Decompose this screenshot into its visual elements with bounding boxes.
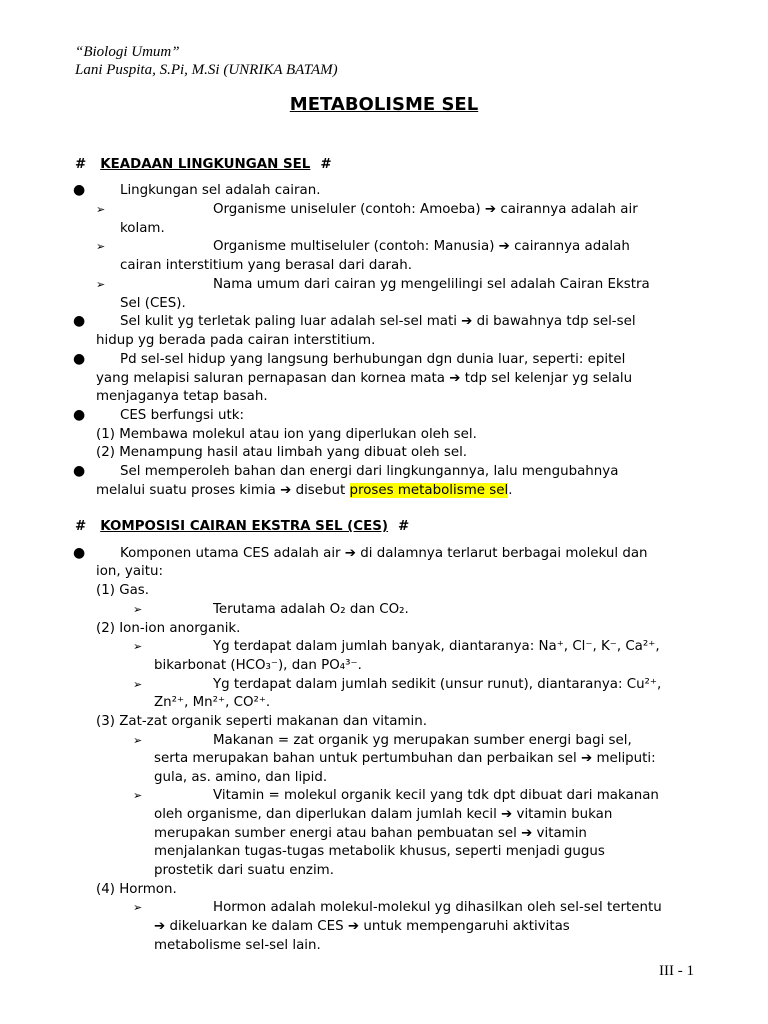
- paragraph: Terutama adalah O₂ dan CO₂.: [213, 602, 409, 617]
- paragraph: ➔ dikeluarkan ke dalam CES ➔ untuk mempengaruhi aktivitas: [154, 919, 570, 934]
- numbered-item: (4) Hormon.: [96, 882, 177, 897]
- arrowhead-bullet-icon: ➢: [96, 240, 106, 253]
- text-run: .: [508, 483, 513, 498]
- bullet-icon: ●: [73, 182, 86, 198]
- section-title: KOMPOSISI CAIRAN EKSTRA SEL (CES): [100, 519, 389, 534]
- numbered-item: (2) Ion-ion anorganik.: [96, 621, 241, 636]
- paragraph: Makanan = zat organik yg merupakan sumber energi bagi sel,: [213, 733, 632, 748]
- numbered-item: (2) Menampung hasil atau limbah yang dibuat oleh sel.: [96, 445, 468, 460]
- paragraph: Organisme uniseluler (contoh: Amoeba) ➔ cairannya adalah air: [213, 202, 638, 217]
- paragraph: merupakan sumber energi atau bahan pembuatan sel ➔ vitamin: [154, 826, 587, 841]
- paragraph: cairan interstitium yang berasal dari darah.: [120, 258, 412, 273]
- paragraph: [96, 482, 512, 501]
- paragraph: Pd sel-sel hidup yang langsung berhubungan dgn dunia luar, seperti: epitel: [120, 352, 626, 367]
- arrowhead-bullet-icon: ➢: [133, 640, 143, 653]
- paragraph: yang melapisi saluran pernapasan dan kornea mata ➔ tdp sel kelenjar yg selalu: [96, 371, 633, 386]
- arrowhead-bullet-icon: ➢: [96, 278, 106, 291]
- arrowhead-bullet-icon: ➢: [133, 734, 143, 747]
- numbered-item: (3) Zat-zat organik seperti makanan dan vitamin.: [96, 714, 427, 729]
- section-heading-environment: [75, 157, 332, 172]
- course-title: “Biologi Umum”: [75, 44, 180, 60]
- paragraph: menjalankan tugas-tugas metabolik khusus, seperti menjadi gugus: [154, 844, 605, 859]
- numbered-item: (1) Gas.: [96, 583, 150, 598]
- paragraph: CES berfungsi utk:: [120, 408, 244, 423]
- highlighted-term: proses metabolisme sel: [349, 483, 509, 498]
- author-line: Lani Puspita, S.Pi, M.Si (UNRIKA BATAM): [75, 62, 338, 78]
- page-number: III - 1: [659, 963, 694, 979]
- paragraph: bikarbonat (HCO₃⁻), dan PO₄³⁻.: [154, 658, 362, 673]
- hash-mark: #: [320, 157, 332, 172]
- arrowhead-bullet-icon: ➢: [133, 603, 143, 616]
- paragraph: gula, as. amino, dan lipid.: [154, 770, 328, 785]
- arrowhead-bullet-icon: ➢: [96, 203, 106, 216]
- paragraph: serta merupakan bahan untuk pertumbuhan dan perbaikan sel ➔ meliputi:: [154, 751, 656, 766]
- paragraph: Yg terdapat dalam jumlah banyak, diantaranya: Na⁺, Cl⁻, K⁻, Ca²⁺,: [213, 639, 660, 654]
- paragraph: Sel kulit yg terletak paling luar adalah sel-sel mati ➔ di bawahnya tdp sel-sel: [120, 314, 636, 329]
- paragraph: Nama umum dari cairan yg mengelilingi sel adalah Cairan Ekstra: [213, 277, 650, 292]
- bullet-icon: ●: [73, 313, 86, 329]
- paragraph: Sel memperoleh bahan dan energi dari lingkungannya, lalu mengubahnya: [120, 464, 619, 479]
- paragraph: oleh organisme, dan diperlukan dalam jumlah kecil ➔ vitamin bukan: [154, 807, 613, 822]
- paragraph: menjaganya tetap basah.: [96, 389, 268, 404]
- arrowhead-bullet-icon: ➢: [133, 901, 143, 914]
- paragraph: metabolisme sel-sel lain.: [154, 938, 321, 953]
- paragraph: Zn²⁺, Mn²⁺, CO²⁺.: [154, 695, 271, 710]
- arrowhead-bullet-icon: ➢: [133, 789, 143, 802]
- bullet-icon: ●: [73, 407, 86, 423]
- hash-mark: #: [75, 519, 87, 534]
- page-title: METABOLISME SEL: [289, 94, 479, 115]
- section-heading-composition: [75, 519, 409, 534]
- paragraph: Lingkungan sel adalah cairan.: [120, 183, 321, 198]
- hash-mark: #: [75, 157, 87, 172]
- paragraph: Yg terdapat dalam jumlah sedikit (unsur runut), diantaranya: Cu²⁺,: [213, 677, 662, 692]
- paragraph: prostetik dari suatu enzim.: [154, 863, 334, 878]
- hash-mark: #: [398, 519, 410, 534]
- bullet-icon: ●: [73, 463, 86, 479]
- paragraph: Hormon adalah molekul-molekul yg dihasilkan oleh sel-sel tertentu: [213, 900, 662, 915]
- paragraph: Komponen utama CES adalah air ➔ di dalamnya terlarut berbagai molekul dan: [120, 546, 648, 561]
- paragraph: Vitamin = molekul organik kecil yang tdk dpt dibuat dari makanan: [213, 788, 659, 803]
- arrowhead-bullet-icon: ➢: [133, 678, 143, 691]
- bullet-icon: ●: [73, 545, 86, 561]
- paragraph: Organisme multiseluler (contoh: Manusia) ➔ cairannya adalah: [213, 239, 630, 254]
- paragraph: hidup yg berada pada cairan interstitium.: [96, 333, 376, 348]
- paragraph: ion, yaitu:: [96, 564, 164, 579]
- section-title: KEADAAN LINGKUNGAN SEL: [100, 157, 311, 172]
- paragraph: kolam.: [120, 221, 165, 236]
- text-run: melalui suatu proses kimia ➔ disebut: [96, 483, 350, 498]
- numbered-item: (1) Membawa molekul atau ion yang diperlukan oleh sel.: [96, 427, 477, 442]
- bullet-icon: ●: [73, 351, 86, 367]
- paragraph: Sel (CES).: [120, 296, 186, 311]
